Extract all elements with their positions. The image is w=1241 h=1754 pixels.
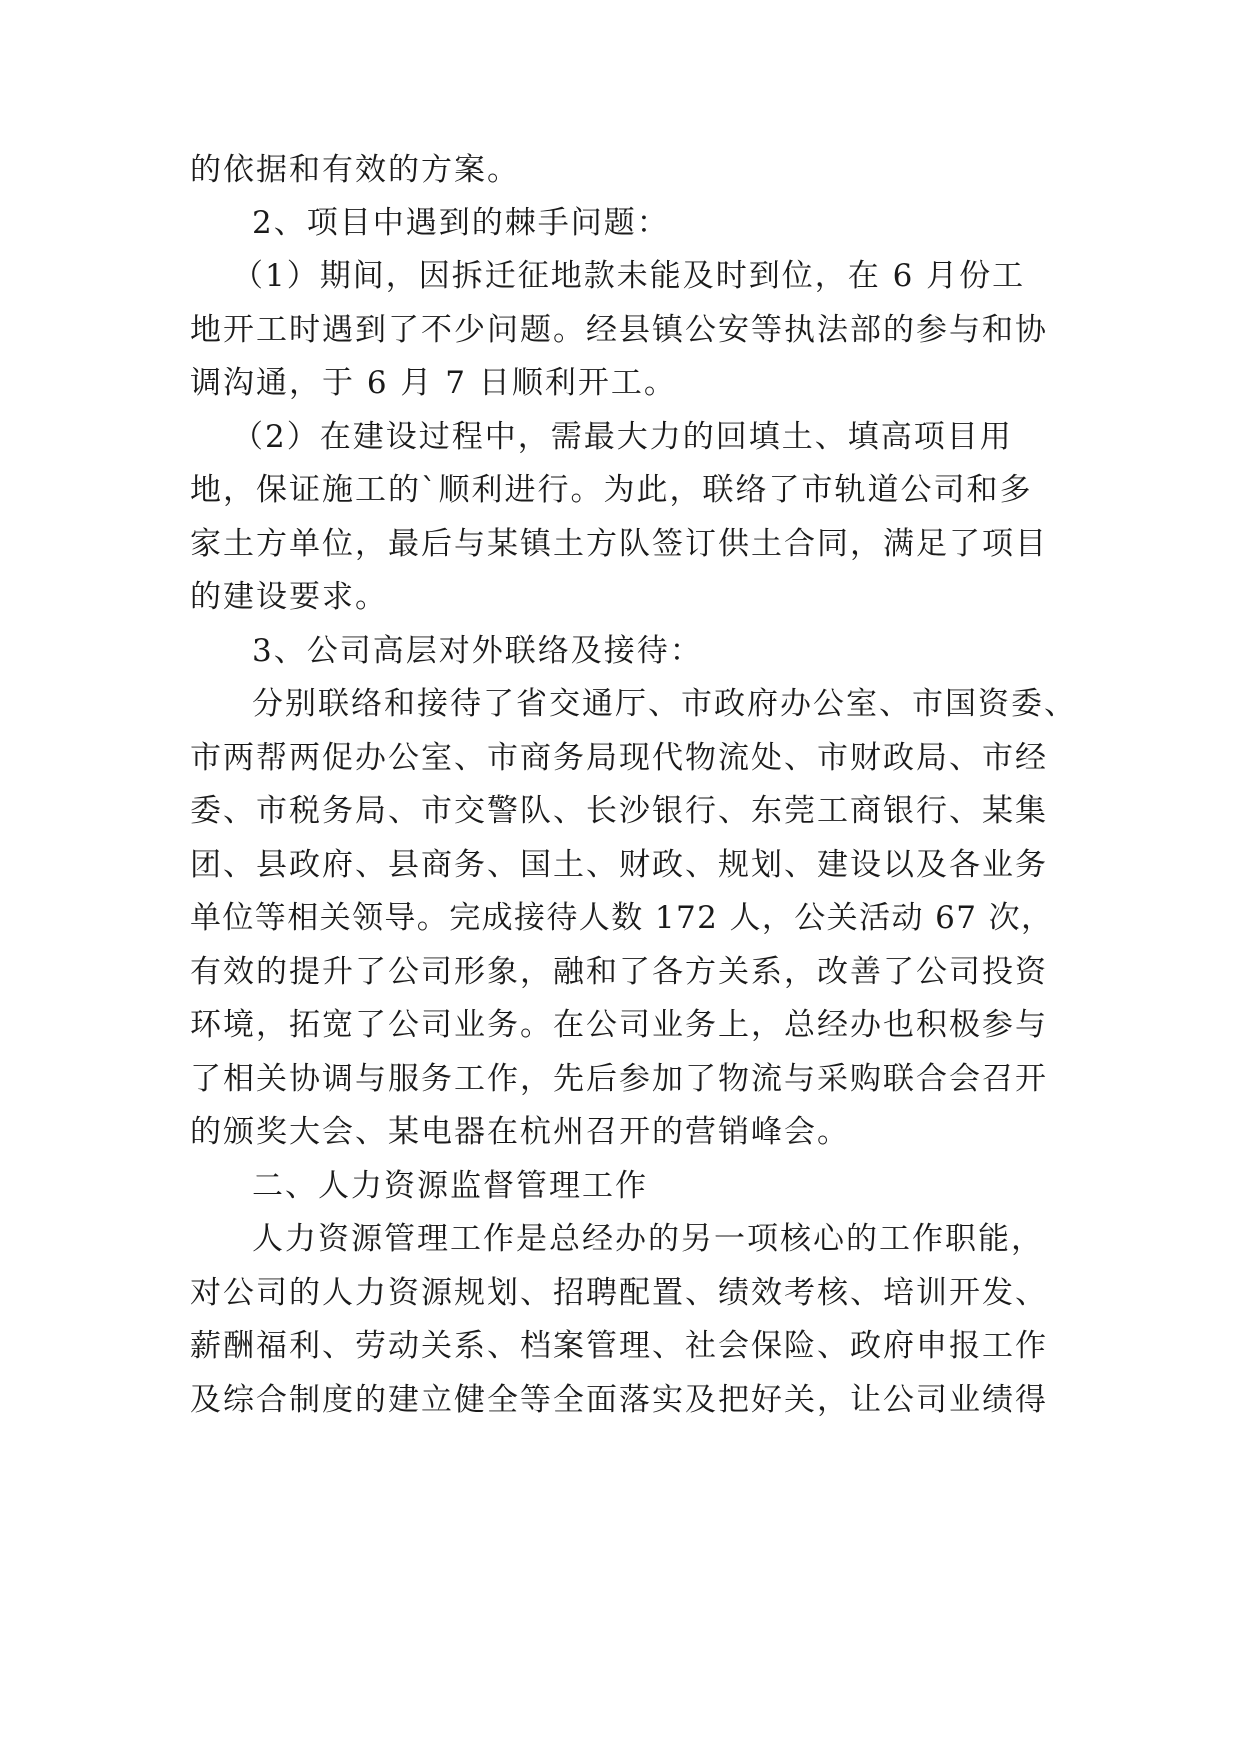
- section-heading: 二、人力资源监督管理工作: [252, 1168, 648, 1204]
- text-line: 团、县政府、县商务、国土、财政、规划、建设以及各业务: [190, 847, 1048, 883]
- text-line: 有效的提升了公司形象，融和了各方关系，改善了公司投资: [190, 954, 1048, 990]
- text-line: 3、公司高层对外联络及接待：: [252, 633, 703, 669]
- text-line: 分别联络和接待了省交通厅、市政府办公室、市国资委、: [252, 686, 1077, 722]
- text-line: 人力资源管理工作是总经办的另一项核心的工作职能，: [252, 1221, 1044, 1257]
- text-line: 地，保证施工的`顺利进行。为此，联络了市轨道公司和多: [190, 472, 1033, 508]
- text-line: 家土方单位，最后与某镇土方队签订供土合同，满足了项目: [190, 526, 1048, 562]
- text-line: 环境，拓宽了公司业务。在公司业务上，总经办也积极参与: [190, 1007, 1048, 1043]
- text-line: 的颁奖大会、某电器在杭州召开的营销峰会。: [190, 1114, 850, 1150]
- text-line: 对公司的人力资源规划、招聘配置、绩效考核、培训开发、: [190, 1275, 1048, 1311]
- text-line: 调沟通，于 6 月 7 日顺利开工。: [190, 365, 677, 401]
- text-line: （2）在建设过程中，需最大力的回填土、填高项目用: [232, 419, 1013, 455]
- text-line: 薪酬福利、劳动关系、档案管理、社会保险、政府申报工作: [190, 1328, 1048, 1364]
- text-line: 地开工时遇到了不少问题。经县镇公安等执法部的参与和协: [190, 312, 1048, 348]
- text-line: 的建设要求。: [190, 579, 388, 615]
- text-line: （1）期间，因拆迁征地款未能及时到位，在 6 月份工: [232, 258, 1026, 294]
- text-line: 市两帮两促办公室、市商务局现代物流处、市财政局、市经: [190, 740, 1048, 776]
- text-line: 2、项目中遇到的棘手问题：: [252, 205, 670, 241]
- text-line: 了相关协调与服务工作，先后参加了物流与采购联合会召开: [190, 1061, 1048, 1097]
- text-line: 及综合制度的建立健全等全面落实及把好关，让公司业绩得: [190, 1382, 1048, 1418]
- text-line: 委、市税务局、市交警队、长沙银行、东莞工商银行、某集: [190, 793, 1048, 829]
- text-line: 单位等相关领导。完成接待人数 172 人，公关活动 67 次，: [190, 900, 1054, 936]
- text-line: 的依据和有效的方案。: [190, 152, 520, 188]
